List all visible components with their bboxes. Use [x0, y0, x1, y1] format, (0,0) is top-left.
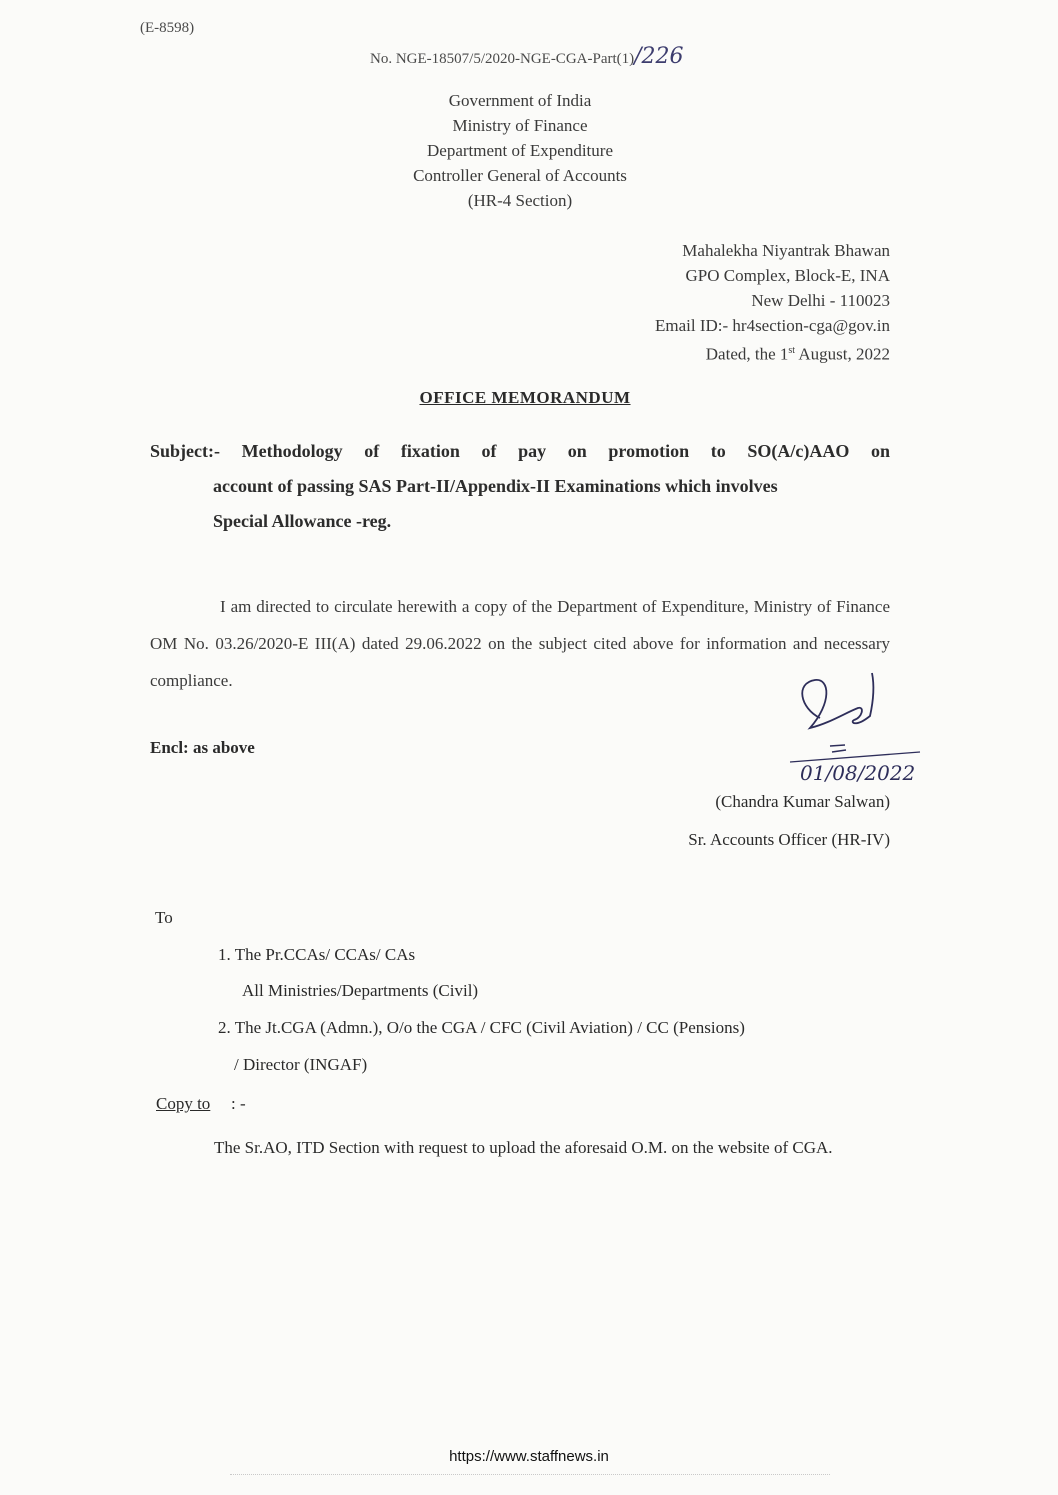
- address-line: GPO Complex, Block-E, INA: [685, 266, 890, 285]
- office-address: [500, 238, 890, 367]
- header-line: Controller General of Accounts: [413, 166, 627, 185]
- enclosure-note: Encl: as above: [150, 738, 255, 757]
- header-line: Ministry of Finance: [452, 116, 588, 135]
- signer-designation: Sr. Accounts Officer (HR-IV): [688, 830, 890, 849]
- subject-line: Special Allowance -reg.: [213, 511, 392, 531]
- subject-line: Subject:- Methodology of fixation of pay on promotion to SO(A/c)AAO on: [150, 441, 890, 461]
- footer-url-link[interactable]: https://www.staffnews.in: [449, 1448, 609, 1465]
- subject-line: account of passing SAS Part-II/Appendix-II Examinations which involves: [213, 476, 778, 496]
- header-line: (HR-4 Section): [467, 191, 573, 210]
- footer-divider: [230, 1474, 830, 1475]
- date-prefix: Dated, the 1: [705, 344, 789, 364]
- email-line: Email ID:- hr4section-cga@gov.in: [654, 316, 890, 335]
- copy-to-suffix: : -: [231, 1094, 246, 1113]
- copy-to-label: Copy to: [156, 1094, 211, 1113]
- header-line: Government of India: [448, 91, 592, 110]
- signature: [770, 668, 970, 788]
- recipient-line: / Director (INGAF): [234, 1055, 368, 1074]
- file-number-text: No. NGE-18507/5/2020-NGE-CGA-Part(1): [370, 51, 635, 67]
- file-number: [370, 44, 684, 69]
- recipient-line: 1. The Pr.CCAs/ CCAs/ CAs: [218, 945, 416, 964]
- signature-date: 01/08/2022: [800, 761, 916, 785]
- document-code: (E-8598): [140, 20, 195, 36]
- date-suffix: August, 2022: [795, 344, 890, 364]
- body-paragraph: I am directed to circulate herewith a copy of the Department of Expenditure, Ministry of Finance OM No. 03.26/2020-E III(A) dated 29.06.2022 on the subject cited above for information and necessary compliance.: [150, 597, 890, 690]
- recipient-line: 2. The Jt.CGA (Admn.), O/o the CGA / CFC (Civil Aviation) / CC (Pensions): [218, 1018, 745, 1037]
- address-line: Mahalekha Niyantrak Bhawan: [682, 241, 890, 260]
- to-label: To: [155, 908, 173, 927]
- copy-to-paragraph: The Sr.AO, ITD Section with request to upload the aforesaid O.M. on the website of CGA.: [214, 1138, 833, 1157]
- memo-title: OFFICE MEMORANDUM: [419, 388, 631, 407]
- subject-block: [150, 434, 890, 539]
- address-line: New Delhi - 110023: [751, 291, 890, 310]
- header-line: Department of Expenditure: [427, 141, 613, 160]
- letterhead: [300, 88, 740, 213]
- signature-flourish: [830, 745, 846, 752]
- recipient-line: All Ministries/Departments (Civil): [242, 981, 479, 1000]
- signature-stroke: [802, 673, 873, 728]
- signer-name: (Chandra Kumar Salwan): [715, 792, 890, 811]
- file-number-handwritten: /226: [634, 44, 684, 69]
- date-superscript: st: [788, 345, 796, 356]
- date-line: [500, 338, 890, 367]
